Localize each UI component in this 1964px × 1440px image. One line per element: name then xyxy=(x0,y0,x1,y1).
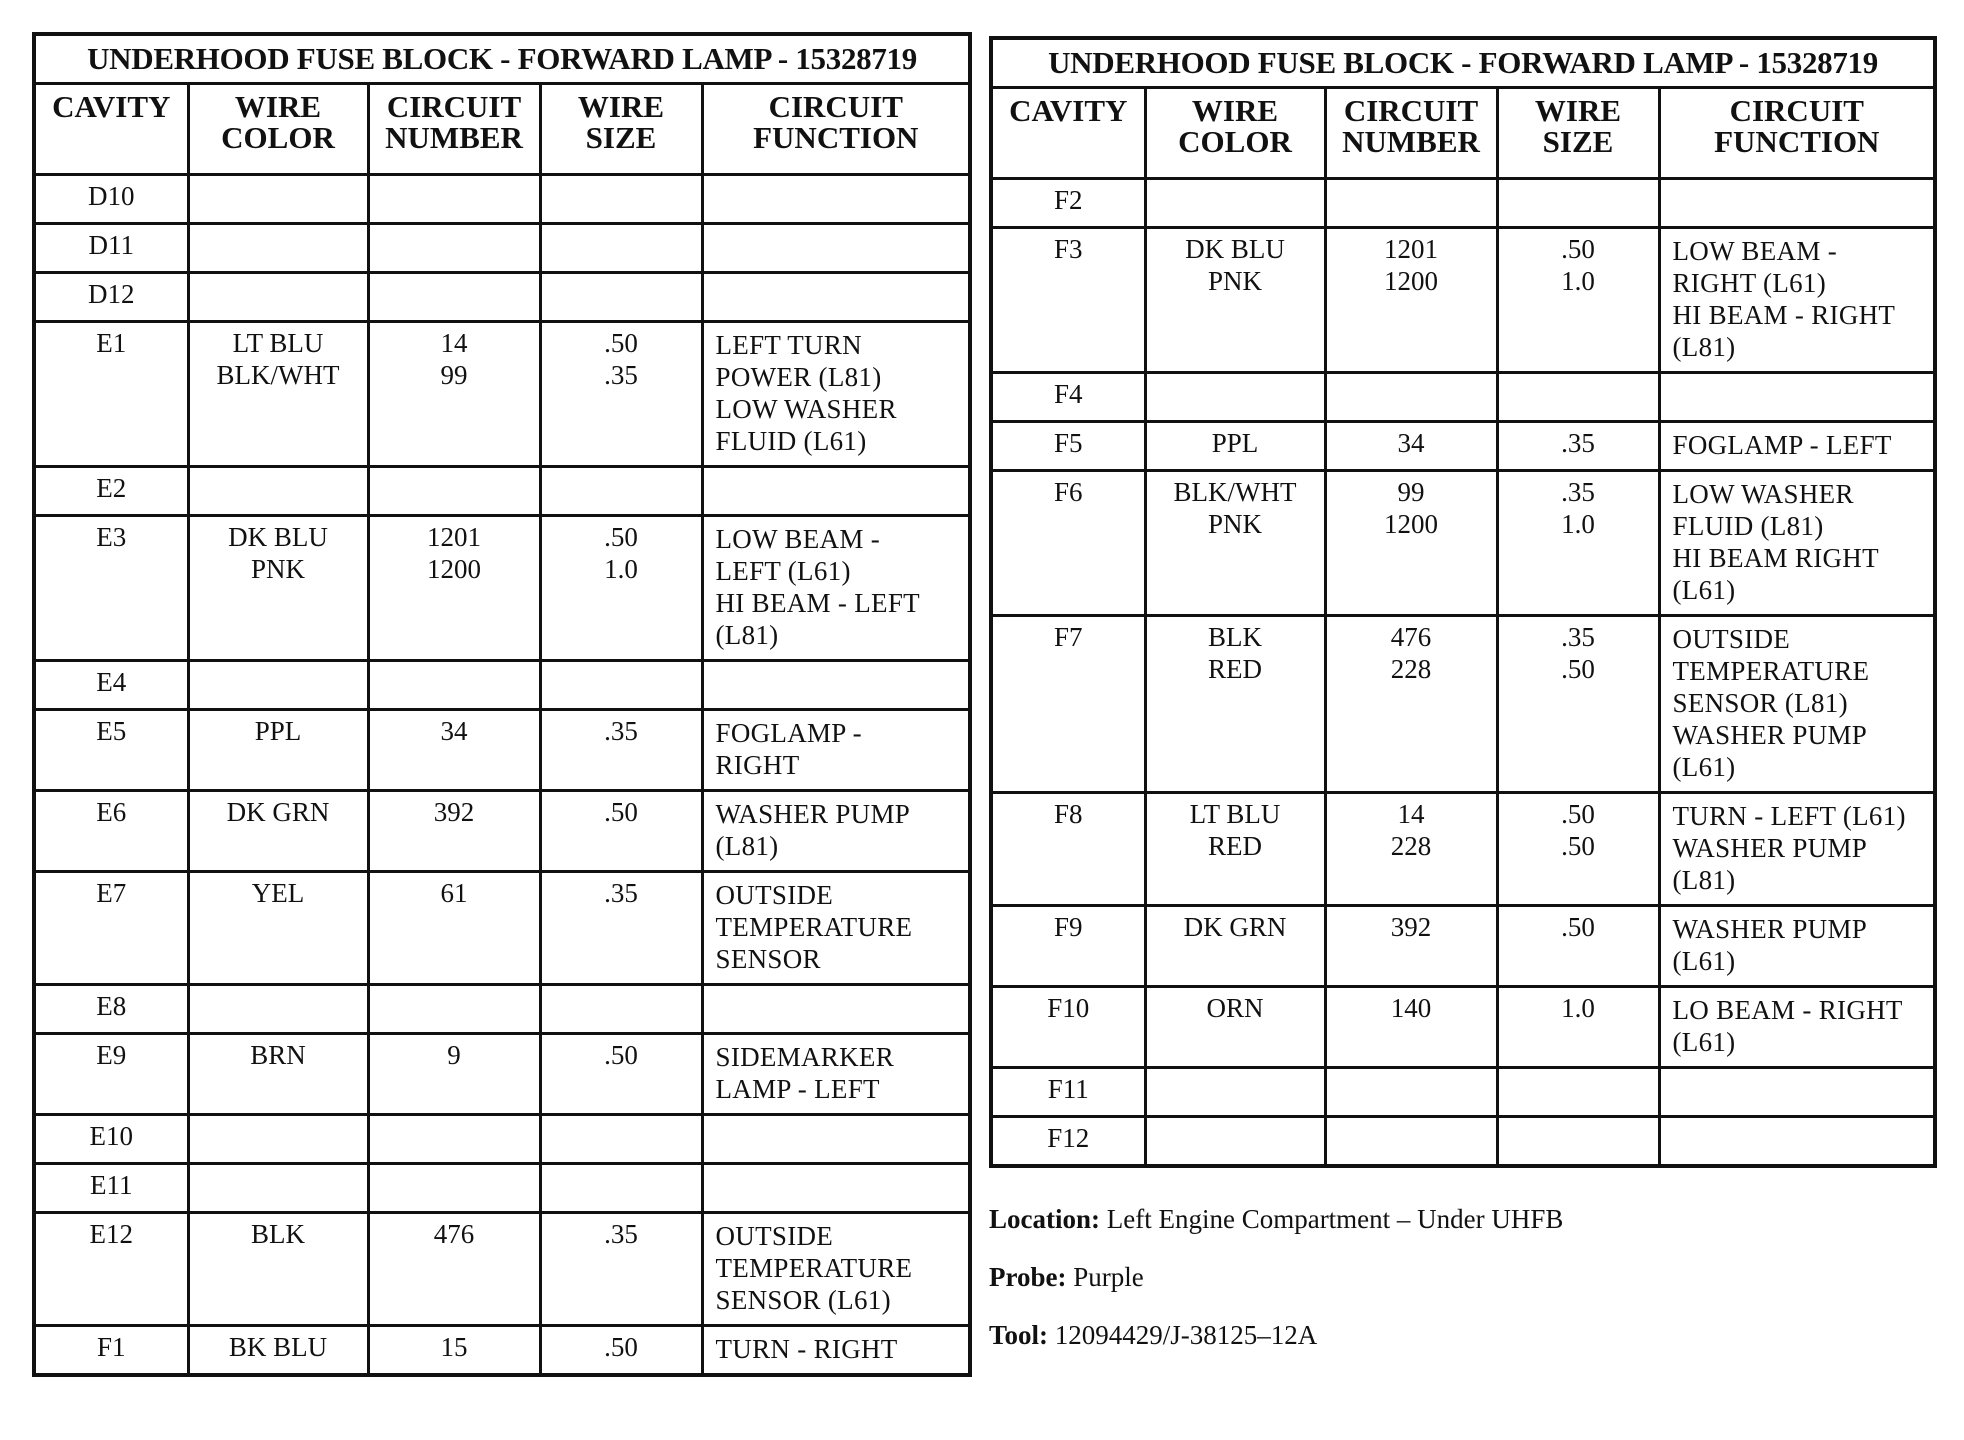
table-row xyxy=(34,710,970,791)
wire-color-cell: BLK xyxy=(188,1213,368,1326)
circuit-number-cell xyxy=(368,1115,540,1164)
circuit-number-cell: 34 xyxy=(368,710,540,791)
location-label: Location: xyxy=(989,1204,1100,1234)
circuit-number-cell xyxy=(368,985,540,1034)
circuit-function-cell xyxy=(702,175,970,224)
circuit-number-cell: 476 xyxy=(368,1213,540,1326)
wire-size-cell: .50 xyxy=(1497,906,1659,987)
circuit-function-cell xyxy=(1659,1068,1935,1117)
circuit-function-cell xyxy=(1659,179,1935,228)
wire-color-cell: YEL xyxy=(188,872,368,985)
cavity-cell: E4 xyxy=(34,661,188,710)
header-circuit-function: CIRCUIT FUNCTION xyxy=(1659,88,1935,179)
circuit-number-cell xyxy=(368,1164,540,1213)
table-row xyxy=(34,175,970,224)
wire-size-cell xyxy=(1497,179,1659,228)
wire-color-cell: PPL xyxy=(1145,422,1325,471)
circuit-function-cell: WASHER PUMP (L81) xyxy=(702,791,970,872)
connector-notes xyxy=(989,1190,1563,1364)
header-circuit-number: CIRCUIT NUMBER xyxy=(368,84,540,175)
wire-color-cell xyxy=(1145,1068,1325,1117)
table-row xyxy=(34,872,970,985)
table-row xyxy=(34,1034,970,1115)
wire-size-cell: .35 xyxy=(540,872,702,985)
probe-label: Probe: xyxy=(989,1262,1067,1292)
table-row xyxy=(34,1213,970,1326)
wire-color-cell: DK BLU PNK xyxy=(188,516,368,661)
wire-size-cell xyxy=(540,985,702,1034)
cavity-cell: F10 xyxy=(991,987,1145,1068)
wire-size-cell xyxy=(540,467,702,516)
wire-color-cell: DK GRN xyxy=(188,791,368,872)
cavity-cell: F1 xyxy=(34,1326,188,1375)
cavity-cell: E1 xyxy=(34,322,188,467)
circuit-function-cell xyxy=(702,985,970,1034)
circuit-function-cell: LOW WASHER FLUID (L81) HI BEAM RIGHT (L61) xyxy=(1659,471,1935,616)
circuit-number-cell: 34 xyxy=(1325,422,1497,471)
cavity-cell: F11 xyxy=(991,1068,1145,1117)
circuit-function-cell: TURN - LEFT (L61) WASHER PUMP (L81) xyxy=(1659,793,1935,906)
wire-color-cell xyxy=(1145,373,1325,422)
circuit-number-cell xyxy=(1325,1117,1497,1166)
wire-size-cell xyxy=(540,273,702,322)
wire-size-cell: 1.0 xyxy=(1497,987,1659,1068)
circuit-number-cell: 140 xyxy=(1325,987,1497,1068)
circuit-function-cell xyxy=(1659,373,1935,422)
wire-color-cell: BLK/WHT PNK xyxy=(1145,471,1325,616)
circuit-function-cell: OUTSIDE TEMPERATURE SENSOR xyxy=(702,872,970,985)
cavity-cell: F6 xyxy=(991,471,1145,616)
circuit-function-cell: FOGLAMP - RIGHT xyxy=(702,710,970,791)
header-circuit-function: CIRCUIT FUNCTION xyxy=(702,84,970,175)
cavity-cell: E2 xyxy=(34,467,188,516)
cavity-cell: E10 xyxy=(34,1115,188,1164)
circuit-number-cell xyxy=(1325,179,1497,228)
table-row xyxy=(34,661,970,710)
wire-size-cell xyxy=(1497,373,1659,422)
table-row xyxy=(991,987,1935,1068)
circuit-number-cell xyxy=(368,273,540,322)
cavity-cell: F9 xyxy=(991,906,1145,987)
cavity-cell: E3 xyxy=(34,516,188,661)
circuit-number-cell: 14 99 xyxy=(368,322,540,467)
circuit-function-cell xyxy=(702,1164,970,1213)
tool-label: Tool: xyxy=(989,1320,1049,1350)
circuit-number-cell xyxy=(1325,1068,1497,1117)
cavity-cell: D10 xyxy=(34,175,188,224)
wire-size-cell: .35 xyxy=(540,1213,702,1326)
circuit-number-cell: 392 xyxy=(368,791,540,872)
cavity-cell: E12 xyxy=(34,1213,188,1326)
probe-note xyxy=(989,1248,1563,1306)
circuit-number-cell: 15 xyxy=(368,1326,540,1375)
cavity-cell: F5 xyxy=(991,422,1145,471)
table-row xyxy=(34,516,970,661)
wire-color-cell xyxy=(188,224,368,273)
cavity-cell: E8 xyxy=(34,985,188,1034)
circuit-function-cell xyxy=(702,467,970,516)
circuit-function-cell: LEFT TURN POWER (L81) LOW WASHER FLUID (L61) xyxy=(702,322,970,467)
circuit-number-cell xyxy=(368,175,540,224)
circuit-number-cell: 9 xyxy=(368,1034,540,1115)
table-row xyxy=(991,1117,1935,1166)
wire-color-cell xyxy=(188,467,368,516)
cavity-cell: D11 xyxy=(34,224,188,273)
location-note xyxy=(989,1190,1563,1248)
table-row xyxy=(991,373,1935,422)
circuit-function-cell: TURN - RIGHT xyxy=(702,1326,970,1375)
circuit-function-cell: LOW BEAM - LEFT (L61) HI BEAM - LEFT (L81) xyxy=(702,516,970,661)
cavity-cell: F7 xyxy=(991,616,1145,793)
cavity-cell: F12 xyxy=(991,1117,1145,1166)
circuit-function-cell xyxy=(1659,1117,1935,1166)
table-row xyxy=(34,791,970,872)
table-row xyxy=(991,422,1935,471)
header-cavity: CAVITY xyxy=(34,84,188,175)
wire-size-cell: .50 xyxy=(540,1034,702,1115)
cavity-cell: E6 xyxy=(34,791,188,872)
header-wire-color: WIRE COLOR xyxy=(188,84,368,175)
circuit-function-cell: OUTSIDE TEMPERATURE SENSOR (L61) xyxy=(702,1213,970,1326)
wire-color-cell: BLK RED xyxy=(1145,616,1325,793)
wire-size-cell xyxy=(540,1164,702,1213)
cavity-cell: F3 xyxy=(991,228,1145,373)
wire-size-cell xyxy=(1497,1068,1659,1117)
circuit-function-cell: SIDEMARKER LAMP - LEFT xyxy=(702,1034,970,1115)
circuit-function-cell xyxy=(702,661,970,710)
wire-color-cell: DK BLU PNK xyxy=(1145,228,1325,373)
circuit-number-cell xyxy=(368,224,540,273)
wire-color-cell xyxy=(188,273,368,322)
wire-color-cell xyxy=(188,985,368,1034)
wire-color-cell xyxy=(188,1115,368,1164)
circuit-number-cell: 14 228 xyxy=(1325,793,1497,906)
circuit-function-cell xyxy=(702,224,970,273)
circuit-function-cell: WASHER PUMP (L61) xyxy=(1659,906,1935,987)
circuit-number-cell: 99 1200 xyxy=(1325,471,1497,616)
tool-value: 12094429/J-38125–12A xyxy=(1054,1320,1318,1350)
table-row xyxy=(991,471,1935,616)
wire-color-cell xyxy=(188,661,368,710)
header-circuit-number: CIRCUIT NUMBER xyxy=(1325,88,1497,179)
cavity-cell: E7 xyxy=(34,872,188,985)
circuit-function-cell xyxy=(702,1115,970,1164)
probe-value: Purple xyxy=(1073,1262,1144,1292)
circuit-function-cell: OUTSIDE TEMPERATURE SENSOR (L81) WASHER PUMP (L61) xyxy=(1659,616,1935,793)
header-wire-size: WIRE SIZE xyxy=(540,84,702,175)
circuit-number-cell: 476 228 xyxy=(1325,616,1497,793)
wire-color-cell xyxy=(1145,1117,1325,1166)
wire-size-cell: .35 xyxy=(540,710,702,791)
header-wire-size: WIRE SIZE xyxy=(1497,88,1659,179)
cavity-cell: E11 xyxy=(34,1164,188,1213)
table-title: UNDERHOOD FUSE BLOCK - FORWARD LAMP - 15328719 xyxy=(991,38,1935,88)
wire-size-cell: .35 .50 xyxy=(1497,616,1659,793)
table-row xyxy=(34,273,970,322)
table-row xyxy=(34,1115,970,1164)
table-row xyxy=(34,322,970,467)
wire-size-cell: .50 xyxy=(540,1326,702,1375)
wire-size-cell xyxy=(540,1115,702,1164)
header-cavity: CAVITY xyxy=(991,88,1145,179)
cavity-cell: D12 xyxy=(34,273,188,322)
wire-size-cell xyxy=(540,661,702,710)
wire-size-cell: .50 1.0 xyxy=(540,516,702,661)
wire-color-cell xyxy=(188,175,368,224)
wire-color-cell: ORN xyxy=(1145,987,1325,1068)
cavity-cell: F2 xyxy=(991,179,1145,228)
wire-size-cell: .50 .50 xyxy=(1497,793,1659,906)
table-row xyxy=(34,467,970,516)
cavity-cell: E9 xyxy=(34,1034,188,1115)
table-row xyxy=(991,906,1935,987)
circuit-number-cell xyxy=(1325,373,1497,422)
wire-size-cell xyxy=(1497,1117,1659,1166)
table-row xyxy=(991,228,1935,373)
wire-size-cell: .35 xyxy=(1497,422,1659,471)
wire-size-cell xyxy=(540,224,702,273)
table-row xyxy=(991,1068,1935,1117)
wire-size-cell: .50 1.0 xyxy=(1497,228,1659,373)
wire-size-cell xyxy=(540,175,702,224)
wire-color-cell xyxy=(1145,179,1325,228)
circuit-function-cell: FOGLAMP - LEFT xyxy=(1659,422,1935,471)
cavity-cell: E5 xyxy=(34,710,188,791)
table-row xyxy=(34,1326,970,1375)
header-wire-color: WIRE COLOR xyxy=(1145,88,1325,179)
table-row xyxy=(34,985,970,1034)
wire-color-cell: PPL xyxy=(188,710,368,791)
circuit-number-cell xyxy=(368,467,540,516)
cavity-cell: F8 xyxy=(991,793,1145,906)
table-row xyxy=(991,793,1935,906)
circuit-function-cell: LOW BEAM - RIGHT (L61) HI BEAM - RIGHT (L81) xyxy=(1659,228,1935,373)
wire-color-cell: DK GRN xyxy=(1145,906,1325,987)
wire-size-cell: .50 xyxy=(540,791,702,872)
table-row xyxy=(34,224,970,273)
wire-size-cell: .50 .35 xyxy=(540,322,702,467)
circuit-number-cell: 61 xyxy=(368,872,540,985)
circuit-number-cell: 1201 1200 xyxy=(368,516,540,661)
wire-color-cell: LT BLU RED xyxy=(1145,793,1325,906)
wire-color-cell: LT BLU BLK/WHT xyxy=(188,322,368,467)
fuse-table-left xyxy=(32,32,972,1377)
tool-note xyxy=(989,1306,1563,1364)
circuit-number-cell: 1201 1200 xyxy=(1325,228,1497,373)
table-title: UNDERHOOD FUSE BLOCK - FORWARD LAMP - 15328719 xyxy=(34,34,970,84)
circuit-function-cell: LO BEAM - RIGHT (L61) xyxy=(1659,987,1935,1068)
fuse-table-right xyxy=(989,36,1937,1168)
wire-color-cell: BRN xyxy=(188,1034,368,1115)
circuit-number-cell: 392 xyxy=(1325,906,1497,987)
wire-color-cell xyxy=(188,1164,368,1213)
table-row xyxy=(991,179,1935,228)
cavity-cell: F4 xyxy=(991,373,1145,422)
circuit-number-cell xyxy=(368,661,540,710)
table-row xyxy=(991,616,1935,793)
table-row xyxy=(34,1164,970,1213)
wire-color-cell: BK BLU xyxy=(188,1326,368,1375)
circuit-function-cell xyxy=(702,273,970,322)
wire-size-cell: .35 1.0 xyxy=(1497,471,1659,616)
location-value: Left Engine Compartment – Under UHFB xyxy=(1106,1204,1564,1234)
